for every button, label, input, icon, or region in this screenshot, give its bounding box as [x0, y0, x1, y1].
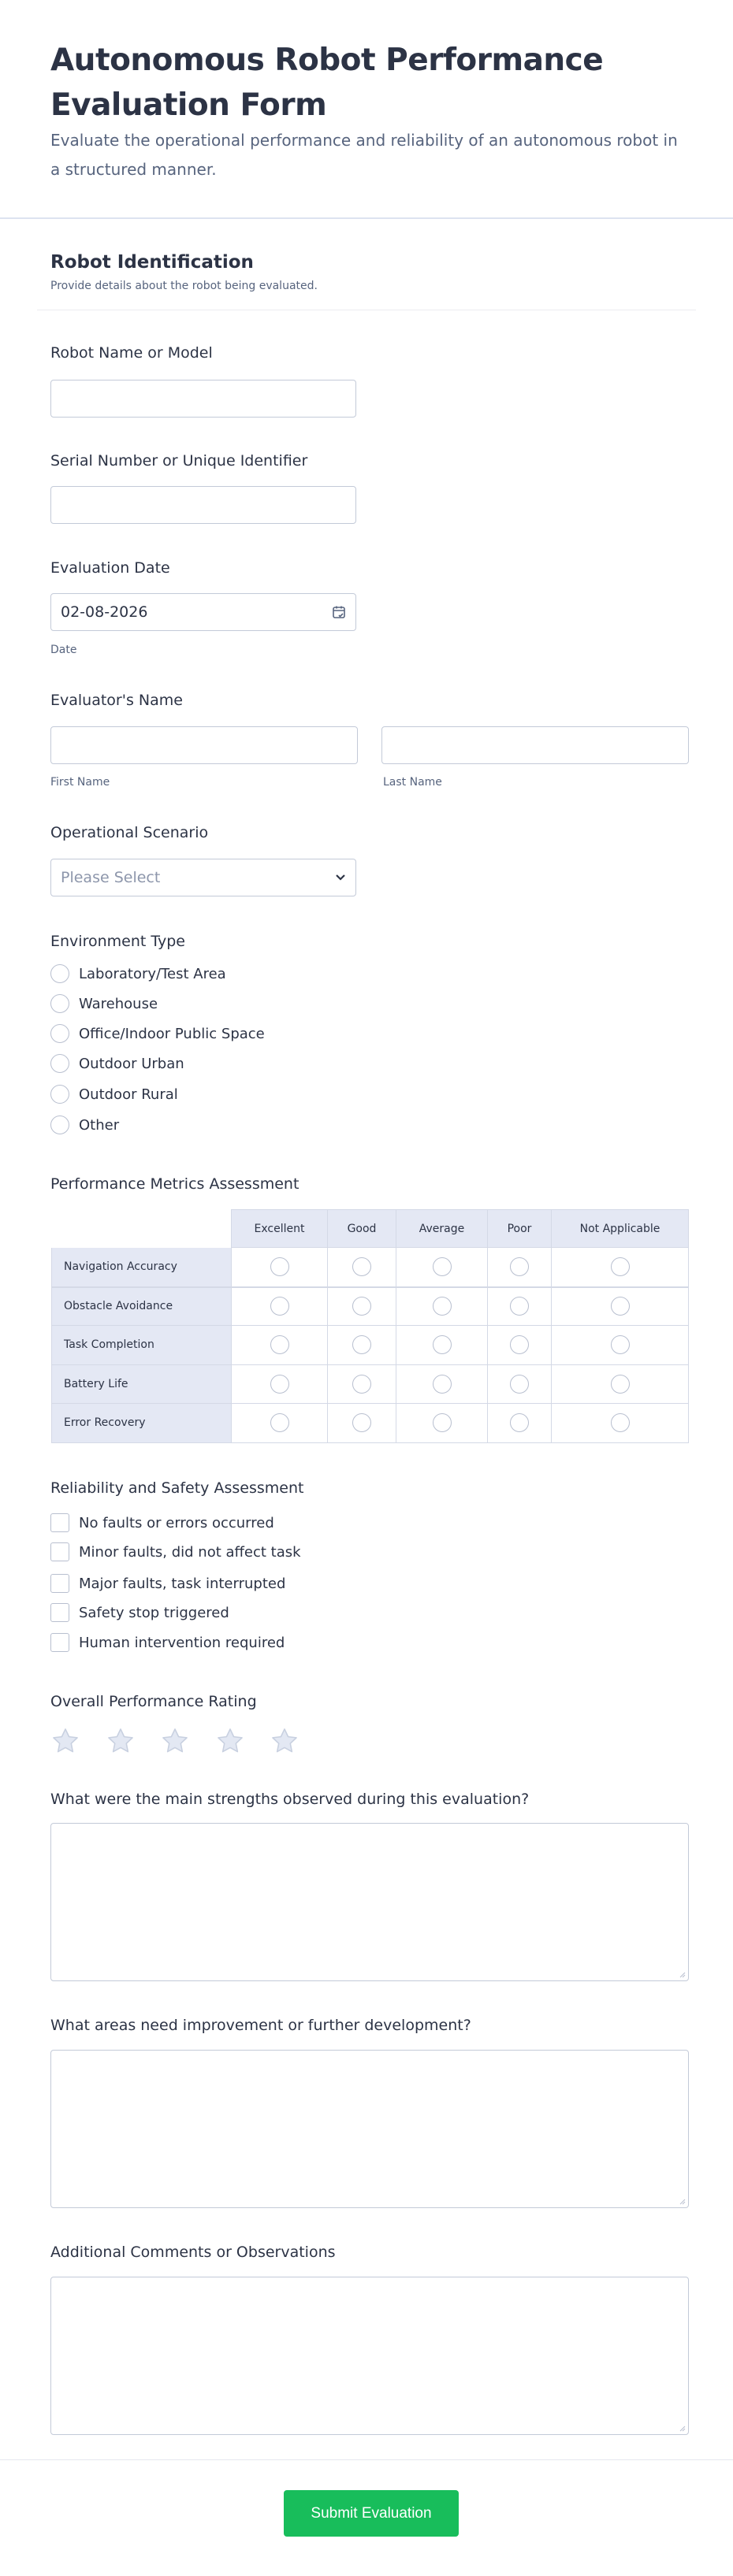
- performance-matrix: [51, 1209, 689, 1443]
- matrix-cell: [396, 1365, 488, 1405]
- matrix-cell: [328, 1248, 396, 1287]
- star-icon[interactable]: [215, 1726, 245, 1756]
- matrix-radio[interactable]: [510, 1335, 529, 1354]
- radio-button[interactable]: [50, 994, 69, 1013]
- matrix-radio[interactable]: [611, 1375, 630, 1394]
- date-value: 02-08-2026: [61, 603, 148, 621]
- scenario-placeholder: Please Select: [61, 869, 161, 886]
- matrix-radio[interactable]: [510, 1375, 529, 1394]
- improvements-label: What areas need improvement or further development?: [50, 2017, 471, 2034]
- matrix-cell: [488, 1287, 552, 1327]
- robot-name-input[interactable]: [50, 380, 356, 418]
- matrix-row: [51, 1404, 689, 1443]
- matrix-cell: [232, 1326, 328, 1365]
- radio-button[interactable]: [50, 1085, 69, 1104]
- matrix-cell: [328, 1404, 396, 1443]
- matrix-cell: [396, 1404, 488, 1443]
- comments-textarea[interactable]: [50, 2277, 689, 2435]
- strengths-label: What were the main strengths observed during this evaluation?: [50, 1791, 530, 1808]
- matrix-radio[interactable]: [433, 1335, 452, 1354]
- matrix-cell: [552, 1404, 689, 1443]
- matrix-cell: [552, 1287, 689, 1327]
- matrix-row-label: Obstacle Avoidance: [51, 1287, 232, 1327]
- resize-grip-icon[interactable]: [678, 2424, 686, 2432]
- matrix-row-label: Error Recovery: [51, 1404, 232, 1443]
- calendar-icon[interactable]: [332, 605, 346, 619]
- radio-button[interactable]: [50, 1024, 69, 1043]
- scenario-label: Operational Scenario: [50, 824, 209, 841]
- reliability-option[interactable]: [50, 1603, 229, 1622]
- matrix-cell: [396, 1248, 488, 1287]
- matrix-radio[interactable]: [611, 1413, 630, 1432]
- matrix-cell: [396, 1287, 488, 1327]
- serial-input[interactable]: [50, 486, 356, 524]
- matrix-column-header: Good: [328, 1209, 396, 1248]
- rating-label: Overall Performance Rating: [50, 1693, 257, 1710]
- option-label: Outdoor Urban: [79, 1055, 184, 1072]
- evaluation-date-label: Evaluation Date: [50, 559, 170, 577]
- environment-label: Environment Type: [50, 933, 185, 950]
- reliability-option[interactable]: [50, 1633, 285, 1652]
- strengths-textarea[interactable]: [50, 1823, 689, 1981]
- matrix-cell: [552, 1326, 689, 1365]
- matrix-row: [51, 1287, 689, 1327]
- matrix-cell: [232, 1365, 328, 1405]
- matrix-radio[interactable]: [352, 1413, 371, 1432]
- matrix-cell: [488, 1326, 552, 1365]
- option-label: Other: [79, 1116, 120, 1134]
- matrix-radio[interactable]: [352, 1297, 371, 1316]
- environment-option[interactable]: [50, 964, 226, 983]
- matrix-radio[interactable]: [352, 1335, 371, 1354]
- date-sublabel: Date: [50, 644, 77, 656]
- option-label: Warehouse: [79, 995, 158, 1012]
- footer-divider: [0, 2459, 733, 2460]
- last-name-sublabel: Last Name: [383, 776, 442, 789]
- form-description: Evaluate the operational performance and reliability of an autonomous robot in a structured manner.: [50, 131, 678, 179]
- star-icon[interactable]: [270, 1726, 300, 1756]
- matrix-cell: [552, 1248, 689, 1287]
- header-divider: [0, 217, 733, 219]
- last-name-input[interactable]: [381, 726, 689, 764]
- matrix-cell: [328, 1287, 396, 1327]
- checkbox[interactable]: [50, 1513, 69, 1532]
- evaluator-name-label: Evaluator's Name: [50, 692, 183, 709]
- option-label: Major faults, task interrupted: [79, 1575, 286, 1592]
- option-label: Outdoor Rural: [79, 1086, 178, 1103]
- matrix-column-header: Average: [396, 1209, 488, 1248]
- star-icon[interactable]: [50, 1726, 80, 1756]
- matrix-cell: [396, 1326, 488, 1365]
- matrix-radio[interactable]: [611, 1297, 630, 1316]
- reliability-option[interactable]: [50, 1574, 285, 1593]
- matrix-cell: [552, 1365, 689, 1405]
- matrix-radio[interactable]: [270, 1375, 289, 1394]
- reliability-label: Reliability and Safety Assessment: [50, 1479, 304, 1497]
- matrix-radio[interactable]: [510, 1413, 529, 1432]
- environment-option[interactable]: [50, 1085, 178, 1104]
- matrix-cell: [328, 1326, 396, 1365]
- matrix-radio[interactable]: [352, 1375, 371, 1394]
- matrix-corner: [51, 1209, 232, 1248]
- first-name-sublabel: First Name: [50, 776, 110, 789]
- matrix-radio[interactable]: [270, 1257, 289, 1276]
- reliability-option[interactable]: [50, 1542, 301, 1561]
- evaluation-date-input[interactable]: [50, 593, 356, 631]
- first-name-input[interactable]: [50, 726, 358, 764]
- option-label: No faults or errors occurred: [79, 1514, 274, 1531]
- serial-label: Serial Number or Unique Identifier: [50, 452, 308, 470]
- environment-option[interactable]: [50, 994, 158, 1013]
- matrix-radio[interactable]: [433, 1297, 452, 1316]
- matrix-row: [51, 1365, 689, 1405]
- matrix-radio[interactable]: [433, 1257, 452, 1276]
- checkbox[interactable]: [50, 1542, 69, 1561]
- star-icon[interactable]: [106, 1726, 136, 1756]
- reliability-option[interactable]: [50, 1513, 274, 1532]
- matrix-radio[interactable]: [433, 1413, 452, 1432]
- matrix-radio[interactable]: [352, 1257, 371, 1276]
- checkbox[interactable]: [50, 1633, 69, 1652]
- option-label: Safety stop triggered: [79, 1604, 229, 1621]
- comments-label: Additional Comments or Observations: [50, 2244, 336, 2261]
- matrix-column-header: Not Applicable: [552, 1209, 689, 1248]
- submit-button[interactable]: Submit Evaluation: [284, 2490, 459, 2537]
- matrix-radio[interactable]: [611, 1257, 630, 1276]
- environment-option[interactable]: [50, 1024, 265, 1043]
- resize-grip-icon[interactable]: [678, 2197, 686, 2205]
- matrix-radio[interactable]: [510, 1297, 529, 1316]
- matrix-radio[interactable]: [510, 1257, 529, 1276]
- section-subtitle: Provide details about the robot being evaluated.: [50, 280, 318, 292]
- form-title: Autonomous Robot Performance Evaluation Form: [50, 43, 604, 123]
- matrix-column-header: Excellent: [232, 1209, 328, 1248]
- radio-button[interactable]: [50, 1115, 69, 1134]
- option-label: Laboratory/Test Area: [79, 965, 226, 982]
- matrix-cell: [232, 1287, 328, 1327]
- matrix-row-label: Task Completion: [51, 1326, 232, 1365]
- matrix-cell: [232, 1404, 328, 1443]
- option-label: Office/Indoor Public Space: [79, 1025, 265, 1042]
- section-title: Robot Identification: [50, 252, 254, 273]
- option-label: Minor faults, did not affect task: [79, 1543, 301, 1561]
- matrix-radio[interactable]: [270, 1297, 289, 1316]
- matrix-column-header: Poor: [488, 1209, 552, 1248]
- radio-button[interactable]: [50, 1054, 69, 1073]
- resize-grip-icon[interactable]: [678, 1970, 686, 1978]
- matrix-radio[interactable]: [433, 1375, 452, 1394]
- star-icon[interactable]: [160, 1726, 190, 1756]
- matrix-radio[interactable]: [270, 1335, 289, 1354]
- option-label: Human intervention required: [79, 1634, 285, 1651]
- matrix-radio[interactable]: [611, 1335, 630, 1354]
- checkbox[interactable]: [50, 1603, 69, 1622]
- matrix-cell: [232, 1248, 328, 1287]
- matrix-label: Performance Metrics Assessment: [50, 1175, 300, 1193]
- chevron-down-icon: [335, 874, 346, 882]
- matrix-row: [51, 1248, 689, 1287]
- checkbox[interactable]: [50, 1574, 69, 1593]
- matrix-cell: [488, 1365, 552, 1405]
- scenario-select[interactable]: [50, 859, 356, 896]
- improvements-textarea[interactable]: [50, 2050, 689, 2208]
- radio-button[interactable]: [50, 964, 69, 983]
- matrix-cell: [488, 1404, 552, 1443]
- robot-name-label: Robot Name or Model: [50, 344, 213, 362]
- environment-option[interactable]: [50, 1115, 119, 1134]
- matrix-radio[interactable]: [270, 1413, 289, 1432]
- matrix-row-label: Battery Life: [51, 1365, 232, 1405]
- matrix-cell: [488, 1248, 552, 1287]
- matrix-cell: [328, 1365, 396, 1405]
- matrix-row-label: Navigation Accuracy: [51, 1248, 232, 1287]
- matrix-row: [51, 1326, 689, 1365]
- environment-option[interactable]: [50, 1054, 184, 1073]
